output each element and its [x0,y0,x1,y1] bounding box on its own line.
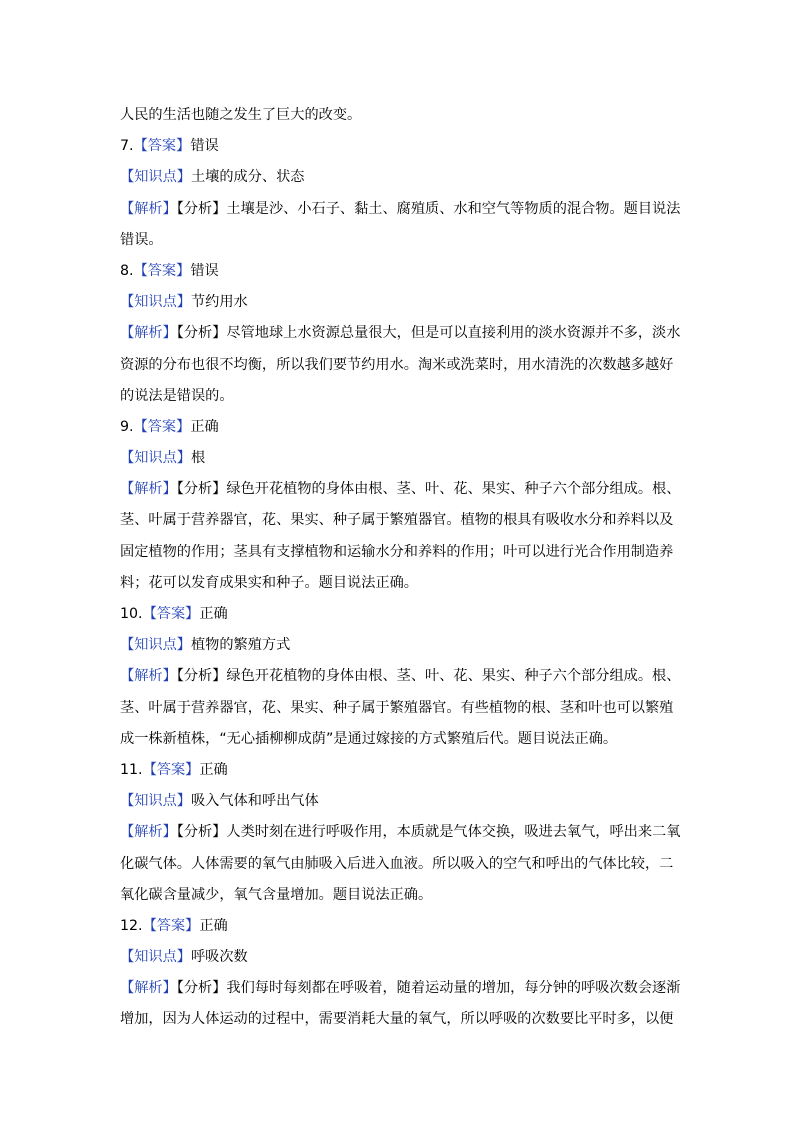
analysis-text: 的说法是错误的。 [120,387,234,404]
knowledge-line [120,287,680,318]
answer-value: 正确 [199,606,228,622]
analysis-text: 【分析】尽管地球上水资源总量很大，但是可以直接利用的淡水资源并不多，淡水 [176,325,681,342]
answer-line [120,256,680,287]
knowledge-line [120,162,680,193]
analysis-text: 【分析】我们每时每刻都在呼吸着，随着运动量的增加，每分钟的呼吸次数会逐渐 [176,980,681,997]
analysis-line [120,225,680,256]
analysis-text: 茎、叶属于营养器官，花、果实、种子属于繁殖器官。植物的根具有吸收水分和养料以及 [120,512,674,529]
analysis-text: 资源的分布也很不均衡，所以我们要节约用水。淘米或洗菜时，用水清洗的次数越多越好 [120,356,674,373]
analysis-line [120,880,680,911]
knowledge-tag: 【知识点】 [120,294,191,311]
analysis-line [120,973,680,1004]
knowledge-line [120,786,680,817]
knowledge-value: 植物的繁殖方式 [190,637,291,654]
analysis-text: 【分析】人类时刻在进行呼吸作用，本质就是气体交换，吸进去氧气，呼出来二氧 [176,824,681,841]
analysis-text: 【分析】绿色开花植物的身体由根、茎、叶、花、果实、种子六个部分组成。根、 [176,481,681,498]
knowledge-tag: 【知识点】 [120,637,191,654]
analysis-text: 料；花可以发育成果实和种子。题目说法正确。 [120,574,418,591]
intro-line: 人民的生活也随之发生了巨大的改变。 [120,107,362,123]
analysis-line [120,505,680,536]
question-number: 8. [120,262,134,279]
answer-tag: 【答案】 [142,606,200,622]
question-number: 7. [120,138,134,155]
knowledge-value: 节约用水 [190,294,248,311]
analysis-tag: 【解析】 [120,200,177,217]
analysis-text: 固定植物的作用；茎具有支撑植物和运输水分和养料的作用；叶可以进行光合作用制造养 [120,543,674,560]
answer-tag: 【答案】 [142,761,200,778]
knowledge-line [120,630,680,661]
analysis-text: 化碳气体。人体需要的氧气由肺吸入后进入血液。所以吸入的空气和呼出的气体比较，二 [120,855,674,872]
analysis-tag: 【解析】 [120,481,177,498]
analysis-line [120,661,680,692]
answer-tag: 【答案】 [133,138,191,155]
analysis-line [120,1004,680,1035]
analysis-tag: 【解析】 [120,980,177,997]
analysis-line [120,381,680,412]
question-number: 11. [120,761,143,778]
knowledge-tag: 【知识点】 [120,450,191,467]
question-number: 9. [120,418,134,435]
analysis-text: 成一株新植株，“无心插柳柳成荫”是通过嫁接的方式繁殖后代。题目说法正确。 [120,730,618,747]
analysis-tag: 【解析】 [120,824,177,841]
knowledge-value: 呼吸次数 [190,949,248,966]
answer-line [120,599,680,630]
answer-tag: 【答案】 [133,262,191,279]
analysis-line [120,724,680,755]
analysis-tag: 【解析】 [120,325,177,342]
answer-value: 正确 [190,418,219,435]
answer-value: 正确 [199,917,228,934]
analysis-text: 错误。 [120,231,163,248]
analysis-line [120,817,680,848]
analysis-line [120,474,680,505]
answer-tag: 【答案】 [133,418,191,435]
knowledge-tag: 【知识点】 [120,169,191,186]
analysis-line [120,849,680,880]
knowledge-value: 土壤的成分、状态 [190,169,305,186]
analysis-text: 茎、叶属于营养器官，花、果实、种子属于繁殖器官。有些植物的根、茎和叶也可以繁殖 [120,699,674,716]
answer-line [120,755,680,786]
answer-tag: 【答案】 [142,917,200,934]
analysis-text: 【分析】绿色开花植物的身体由根、茎、叶、花、果实、种子六个部分组成。根、 [176,668,681,685]
knowledge-value: 根 [190,450,206,467]
knowledge-tag: 【知识点】 [120,793,191,810]
question-number: 12. [120,917,143,934]
knowledge-tag: 【知识点】 [120,949,191,966]
question-number: 10. [120,606,143,622]
analysis-line [120,537,680,568]
knowledge-line [120,443,680,474]
analysis-line [120,568,680,599]
analysis-text: 【分析】土壤是沙、小石子、黏土、腐殖质、水和空气等物质的混合物。题目说法 [176,200,681,217]
analysis-line [120,194,680,225]
knowledge-value: 吸入气体和呼出气体 [190,793,319,810]
analysis-line [120,693,680,724]
answer-line [120,131,680,162]
analysis-tag: 【解析】 [120,668,177,685]
analysis-line [120,350,680,381]
answer-line [120,412,680,443]
answer-value: 正确 [199,761,228,778]
analysis-text: 氧化碳含量减少，氧气含量增加。题目说法正确。 [120,886,433,903]
answer-value: 错误 [190,262,219,279]
analysis-line [120,318,680,349]
answer-line [120,911,680,942]
answer-value: 错误 [190,138,219,155]
analysis-text: 增加，因为人体运动的过程中，需要消耗大量的氧气，所以呼吸的次数要比平时多，以便 [120,1011,674,1028]
knowledge-line [120,942,680,973]
document-content [120,100,680,1036]
